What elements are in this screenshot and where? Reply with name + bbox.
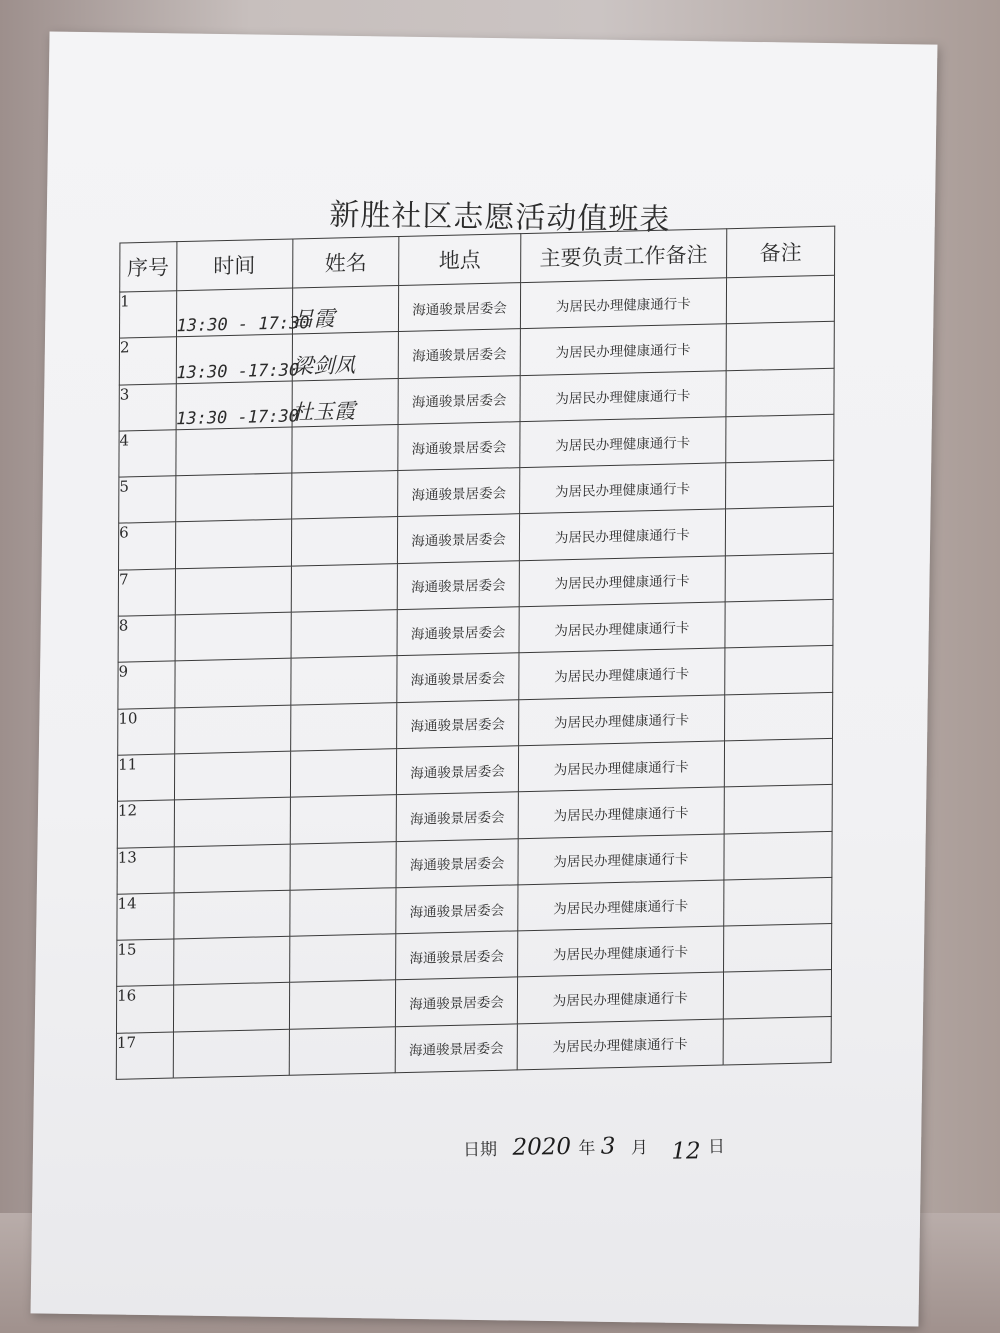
cell-seq: 11	[117, 754, 174, 802]
cell-remark	[725, 646, 833, 695]
cell-time	[174, 705, 290, 754]
cell-name	[291, 424, 398, 473]
cell-seq: 4	[119, 430, 176, 478]
cell-duty: 为居民办理健康通行卡	[517, 972, 724, 1023]
cell-remark	[724, 831, 832, 880]
cell-seq: 3	[119, 383, 176, 431]
cell-time	[174, 751, 290, 800]
cell-seq: 15	[117, 939, 174, 987]
cell-duty: 为居民办理健康通行卡	[519, 417, 726, 468]
cell-place: 海通骏景居委会	[396, 838, 517, 887]
cell-remark	[725, 553, 833, 602]
cell-time	[175, 612, 291, 661]
cell-seq: 7	[118, 569, 175, 617]
header-place: 地点	[399, 234, 520, 286]
cell-duty: 为居民办理健康通行卡	[517, 926, 724, 977]
cell-name	[290, 702, 397, 751]
cell-time	[174, 659, 290, 708]
cell-remark	[725, 507, 833, 556]
header-duty: 主要负责工作备注	[520, 229, 727, 283]
cell-place: 海通骏景居委会	[398, 375, 519, 424]
cell-name: 杜玉霞	[292, 378, 399, 427]
cell-remark	[724, 877, 832, 926]
cell-name: 吕霞	[292, 285, 399, 334]
date-month-unit: 月	[630, 1137, 649, 1159]
cell-seq: 5	[119, 476, 176, 524]
date-day-unit: 日	[707, 1136, 726, 1158]
cell-name	[291, 610, 398, 659]
cell-seq: 16	[116, 985, 173, 1033]
cell-time	[173, 890, 289, 939]
cell-time	[175, 566, 291, 615]
cell-duty: 为居民办理健康通行卡	[517, 880, 724, 931]
cell-seq: 9	[118, 661, 175, 709]
cell-time	[174, 797, 290, 846]
cell-name	[289, 888, 396, 937]
cell-duty: 为居民办理健康通行卡	[518, 695, 725, 746]
cell-name	[291, 517, 398, 566]
cell-remark	[724, 785, 832, 834]
date-year-unit: 年	[578, 1138, 596, 1159]
cell-time	[175, 427, 291, 476]
cell-duty: 为居民办理健康通行卡	[518, 787, 725, 838]
cell-remark	[725, 599, 833, 648]
cell-place: 海通骏景居委会	[396, 977, 517, 1026]
cell-duty: 为居民办理健康通行卡	[519, 463, 726, 514]
cell-place: 海通骏景居委会	[396, 931, 517, 980]
duty-roster-table	[116, 226, 835, 1080]
cell-place: 海通骏景居委会	[396, 1024, 517, 1073]
header-seq: 序号	[120, 242, 177, 292]
cell-time: 13:30 - 17:30	[176, 288, 292, 337]
cell-remark	[724, 924, 832, 973]
cell-remark	[726, 460, 834, 509]
cell-seq: 12	[117, 800, 174, 848]
cell-name	[290, 749, 397, 798]
header-time: 时间	[176, 239, 292, 291]
cell-remark	[725, 692, 833, 741]
cell-place: 海通骏景居委会	[399, 329, 520, 378]
cell-remark	[723, 970, 831, 1019]
cell-name	[290, 795, 397, 844]
cell-place: 海通骏景居委会	[398, 422, 519, 471]
cell-duty: 为居民办理健康通行卡	[518, 741, 725, 792]
cell-duty: 为居民办理健康通行卡	[520, 324, 727, 375]
cell-time	[173, 936, 289, 985]
cell-duty: 为居民办理健康通行卡	[520, 278, 727, 329]
cell-time	[175, 520, 291, 569]
cell-name: 梁剑凤	[292, 332, 399, 381]
cell-name	[289, 980, 396, 1029]
cell-remark	[726, 414, 834, 463]
cell-place: 海通骏景居委会	[397, 699, 518, 748]
header-remark: 备注	[727, 226, 835, 278]
cell-seq: 8	[118, 615, 175, 663]
cell-seq: 10	[118, 708, 175, 756]
date-year: 2020	[512, 1133, 572, 1161]
cell-name	[291, 471, 398, 520]
date-day: 12	[671, 1138, 701, 1165]
cell-place: 海通骏景居委会	[398, 514, 519, 563]
date-month: 3	[600, 1133, 616, 1160]
cell-name	[291, 563, 398, 612]
cell-remark	[726, 368, 834, 417]
cell-duty: 为居民办理健康通行卡	[517, 1019, 724, 1070]
cell-seq: 17	[116, 1032, 173, 1080]
cell-remark	[724, 738, 832, 787]
cell-duty: 为居民办理健康通行卡	[518, 648, 725, 699]
cell-place: 海通骏景居委会	[399, 283, 520, 332]
header-name: 姓名	[292, 236, 399, 288]
cell-duty: 为居民办理健康通行卡	[519, 509, 726, 560]
cell-remark	[726, 275, 834, 324]
cell-place: 海通骏景居委会	[398, 468, 519, 517]
cell-duty: 为居民办理健康通行卡	[519, 556, 726, 607]
cell-duty: 为居民办理健康通行卡	[519, 602, 726, 653]
roster-body	[116, 275, 834, 1079]
cell-duty: 为居民办理健康通行卡	[518, 834, 725, 885]
cell-time	[174, 844, 290, 893]
cell-time: 13:30 -17:30	[176, 381, 292, 430]
cell-name	[289, 1026, 396, 1075]
cell-place: 海通骏景居委会	[396, 885, 517, 934]
cell-remark	[723, 1016, 831, 1065]
cell-time: 13:30 -17:30	[176, 334, 292, 383]
cell-place: 海通骏景居委会	[397, 792, 518, 841]
cell-name	[290, 841, 397, 890]
cell-time	[173, 1029, 289, 1078]
document-title: 新胜社区志愿活动值班表	[329, 197, 671, 238]
cell-duty: 为居民办理健康通行卡	[520, 370, 727, 421]
cell-seq: 2	[119, 337, 176, 385]
cell-seq: 1	[120, 291, 177, 339]
cell-time	[175, 473, 291, 522]
cell-time	[173, 983, 289, 1032]
cell-place: 海通骏景居委会	[398, 560, 519, 609]
cell-name	[289, 934, 396, 983]
cell-seq: 6	[119, 522, 176, 570]
paper-sheet	[31, 31, 938, 1326]
cell-place: 海通骏景居委会	[397, 607, 518, 656]
date-label: 日期	[462, 1139, 498, 1161]
cell-place: 海通骏景居委会	[397, 653, 518, 702]
cell-place: 海通骏景居委会	[397, 746, 518, 795]
cell-seq: 13	[117, 846, 174, 894]
date-line	[462, 1132, 726, 1165]
cell-seq: 14	[117, 893, 174, 941]
cell-remark	[726, 322, 834, 371]
cell-name	[290, 656, 397, 705]
